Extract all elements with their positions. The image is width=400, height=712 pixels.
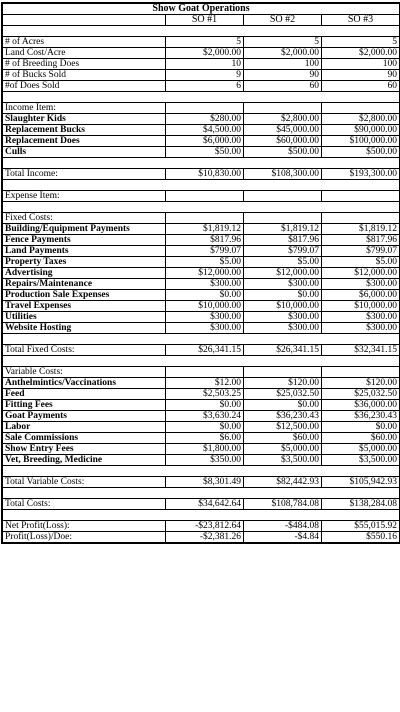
spacer-row: [3, 334, 400, 345]
cell-so3: 100: [322, 59, 400, 70]
row-label: # of Breeding Does: [3, 59, 166, 70]
table-row: [3, 367, 400, 378]
spacer-row: [3, 202, 400, 213]
row-label: Goat Payments: [3, 411, 166, 422]
cell-so2: $60.00: [244, 433, 322, 444]
cell-so1: $4,500.00: [166, 125, 244, 136]
spacer-cell: [3, 158, 400, 169]
row-label: Building/Equipment Payments: [3, 224, 166, 235]
cell-so1: $6,000.00: [166, 136, 244, 147]
table-row: [3, 323, 400, 334]
spacer-cell: [3, 26, 400, 37]
cell-so2: 90: [244, 70, 322, 81]
cell-so3: [322, 103, 400, 114]
table-row: [3, 422, 400, 433]
cell-so2: -$4.84: [244, 532, 322, 543]
cell-so2: [244, 103, 322, 114]
row-label: Expense Item:: [3, 191, 166, 202]
table-row: [3, 455, 400, 466]
table-row: [3, 125, 400, 136]
row-label: Profit(Loss)/Doe:: [3, 532, 166, 543]
table-row: [3, 70, 400, 81]
cell-so1: [166, 103, 244, 114]
cell-so3: $300.00: [322, 279, 400, 290]
cell-so2: $82,442.93: [244, 477, 322, 488]
cell-so2: $108,300.00: [244, 169, 322, 180]
cell-so3: $300.00: [322, 312, 400, 323]
row-label: # of Acres: [3, 37, 166, 48]
cell-so2: $36,230.43: [244, 411, 322, 422]
row-label: Feed: [3, 389, 166, 400]
row-label: Income Item:: [3, 103, 166, 114]
spacer-row: [3, 158, 400, 169]
table-row: [3, 213, 400, 224]
spacer-cell: [3, 334, 400, 345]
cell-so1: $280.00: [166, 114, 244, 125]
header-so3: SO #3: [322, 15, 400, 26]
cell-so3: $36,230.43: [322, 411, 400, 422]
cell-so3: $5,000.00: [322, 444, 400, 455]
cell-so1: -$23,812.64: [166, 521, 244, 532]
cell-so1: $8,301.49: [166, 477, 244, 488]
cell-so1: $0.00: [166, 422, 244, 433]
cell-so3: $0.00: [322, 422, 400, 433]
cell-so2: $300.00: [244, 279, 322, 290]
cell-so3: $799.07: [322, 246, 400, 257]
cell-so2: $12,500.00: [244, 422, 322, 433]
column-header-row: [3, 15, 400, 26]
row-label: Variable Costs:: [3, 367, 166, 378]
cell-so3: 90: [322, 70, 400, 81]
table-row: [3, 224, 400, 235]
cell-so2: $799.07: [244, 246, 322, 257]
row-label: Replacement Does: [3, 136, 166, 147]
cell-so3: $550.16: [322, 532, 400, 543]
cell-so1: $10,830.00: [166, 169, 244, 180]
cell-so2: $500.00: [244, 147, 322, 158]
cell-so1: [166, 191, 244, 202]
cell-so1: $3,630.24: [166, 411, 244, 422]
cell-so2: $108,784.08: [244, 499, 322, 510]
spacer-row: [3, 488, 400, 499]
row-label: Labor: [3, 422, 166, 433]
table-row: [3, 246, 400, 257]
cell-so3: $12,000.00: [322, 268, 400, 279]
row-label: Land Payments: [3, 246, 166, 257]
row-label: Total Income:: [3, 169, 166, 180]
cell-so1: $34,642.64: [166, 499, 244, 510]
table-row: [3, 290, 400, 301]
table-row: [3, 235, 400, 246]
cell-so2: -$484.08: [244, 521, 322, 532]
row-label: Vet, Breeding, Medicine: [3, 455, 166, 466]
cell-so2: $10,000.00: [244, 301, 322, 312]
table-row: [3, 477, 400, 488]
row-label: Sale Commissions: [3, 433, 166, 444]
cell-so1: $2,000.00: [166, 48, 244, 59]
cell-so3: $138,284.08: [322, 499, 400, 510]
header-so1: SO #1: [166, 15, 244, 26]
table-row: [3, 532, 400, 543]
cell-so3: $55,015.92: [322, 521, 400, 532]
cell-so2: $25,032.50: [244, 389, 322, 400]
row-label: Show Entry Fees: [3, 444, 166, 455]
row-label: Land Cost/Acre: [3, 48, 166, 59]
cell-so3: $120.00: [322, 378, 400, 389]
cell-so3: 5: [322, 37, 400, 48]
spacer-cell: [3, 510, 400, 521]
cell-so3: $817.96: [322, 235, 400, 246]
cell-so1: $300.00: [166, 279, 244, 290]
cell-so2: $12,000.00: [244, 268, 322, 279]
spacer-cell: [3, 466, 400, 477]
cell-so2: $5.00: [244, 257, 322, 268]
table-row: [3, 37, 400, 48]
table-row: [3, 345, 400, 356]
cell-so2: $26,341.15: [244, 345, 322, 356]
cell-so2: [244, 367, 322, 378]
table-title-row: [3, 4, 400, 15]
cell-so3: $10,000.00: [322, 301, 400, 312]
cell-so2: $45,000.00: [244, 125, 322, 136]
spacer-cell: [3, 202, 400, 213]
cell-so1: $6.00: [166, 433, 244, 444]
cell-so2: $1,819.12: [244, 224, 322, 235]
cell-so3: $5.00: [322, 257, 400, 268]
cell-so1: $817.96: [166, 235, 244, 246]
row-label: Total Variable Costs:: [3, 477, 166, 488]
cell-so1: [166, 213, 244, 224]
spacer-row: [3, 92, 400, 103]
row-label: Total Fixed Costs:: [3, 345, 166, 356]
table-row: [3, 279, 400, 290]
cell-so3: $90,000.00: [322, 125, 400, 136]
cell-so3: $300.00: [322, 323, 400, 334]
row-label: Anthelmintics/Vaccinations: [3, 378, 166, 389]
cell-so3: $193,300.00: [322, 169, 400, 180]
table-row: [3, 389, 400, 400]
cell-so2: 5: [244, 37, 322, 48]
cell-so2: $5,000.00: [244, 444, 322, 455]
cell-so2: 60: [244, 81, 322, 92]
table-title: Show Goat Operations: [3, 4, 400, 15]
table-row: [3, 59, 400, 70]
table-row: [3, 169, 400, 180]
cell-so3: $36,000.00: [322, 400, 400, 411]
cell-so3: $105,942.93: [322, 477, 400, 488]
table-row: [3, 114, 400, 125]
goat-operations-table: [2, 3, 400, 543]
cell-so1: $5.00: [166, 257, 244, 268]
table-row: [3, 378, 400, 389]
cell-so1: $2,503.25: [166, 389, 244, 400]
cell-so3: $6,000.00: [322, 290, 400, 301]
row-label: Culls: [3, 147, 166, 158]
table-row: [3, 301, 400, 312]
cell-so1: $26,341.15: [166, 345, 244, 356]
cell-so1: 10: [166, 59, 244, 70]
row-label: # of Bucks Sold: [3, 70, 166, 81]
table-row: [3, 103, 400, 114]
table-row: [3, 191, 400, 202]
cell-so1: [166, 367, 244, 378]
table-row: [3, 521, 400, 532]
spacer-row: [3, 466, 400, 477]
cell-so2: $300.00: [244, 323, 322, 334]
cell-so1: $350.00: [166, 455, 244, 466]
row-label: Utilities: [3, 312, 166, 323]
cell-so1: $0.00: [166, 290, 244, 301]
spacer-cell: [3, 180, 400, 191]
cell-so2: $2,800.00: [244, 114, 322, 125]
table-row: [3, 48, 400, 59]
spacer-cell: [3, 356, 400, 367]
cell-so3: [322, 213, 400, 224]
cell-so3: $500.00: [322, 147, 400, 158]
cell-so3: $3,500.00: [322, 455, 400, 466]
row-label: Fixed Costs:: [3, 213, 166, 224]
cell-so1: $799.07: [166, 246, 244, 257]
cell-so2: $2,000.00: [244, 48, 322, 59]
table-row: [3, 136, 400, 147]
cell-so2: $817.96: [244, 235, 322, 246]
row-label: Advertising: [3, 268, 166, 279]
cell-so2: $3,500.00: [244, 455, 322, 466]
row-label: #of Does Sold: [3, 81, 166, 92]
cell-so1: 5: [166, 37, 244, 48]
row-label: Fence Payments: [3, 235, 166, 246]
table-row: [3, 268, 400, 279]
cell-so2: $120.00: [244, 378, 322, 389]
cell-so1: 9: [166, 70, 244, 81]
cell-so1: -$2,381.26: [166, 532, 244, 543]
row-label: Fitting Fees: [3, 400, 166, 411]
spacer-row: [3, 26, 400, 37]
row-label: Replacement Bucks: [3, 125, 166, 136]
cell-so3: [322, 191, 400, 202]
cell-so1: $300.00: [166, 323, 244, 334]
cell-so1: $12.00: [166, 378, 244, 389]
row-label: Net Profit(Loss):: [3, 521, 166, 532]
table-row: [3, 147, 400, 158]
cell-so3: $32,341.15: [322, 345, 400, 356]
cell-so1: $12,000.00: [166, 268, 244, 279]
table-row: [3, 433, 400, 444]
cell-so3: [322, 367, 400, 378]
row-label: Total Costs:: [3, 499, 166, 510]
cell-so3: $1,819.12: [322, 224, 400, 235]
table-row: [3, 400, 400, 411]
table-row: [3, 444, 400, 455]
cell-so2: $60,000.00: [244, 136, 322, 147]
spacer-row: [3, 356, 400, 367]
table-row: [3, 411, 400, 422]
cell-so2: [244, 191, 322, 202]
table-row: [3, 312, 400, 323]
cell-so3: $2,000.00: [322, 48, 400, 59]
cell-so1: $300.00: [166, 312, 244, 323]
cell-so2: 100: [244, 59, 322, 70]
header-label: [3, 15, 166, 26]
cell-so2: $300.00: [244, 312, 322, 323]
row-label: Repairs/Maintenance: [3, 279, 166, 290]
cell-so3: $60.00: [322, 433, 400, 444]
cell-so3: $2,800.00: [322, 114, 400, 125]
row-label: Website Hosting: [3, 323, 166, 334]
spacer-cell: [3, 488, 400, 499]
cell-so3: $100,000.00: [322, 136, 400, 147]
spacer-row: [3, 180, 400, 191]
row-label: Slaughter Kids: [3, 114, 166, 125]
spacer-row: [3, 510, 400, 521]
cell-so2: $0.00: [244, 290, 322, 301]
cell-so1: $50.00: [166, 147, 244, 158]
row-label: Property Taxes: [3, 257, 166, 268]
cell-so1: 6: [166, 81, 244, 92]
cell-so1: $1,819.12: [166, 224, 244, 235]
cell-so1: $10,000.00: [166, 301, 244, 312]
table-row: [3, 81, 400, 92]
row-label: Travel Expenses: [3, 301, 166, 312]
cell-so2: $0.00: [244, 400, 322, 411]
table-row: [3, 257, 400, 268]
spacer-cell: [3, 92, 400, 103]
table-row: [3, 499, 400, 510]
row-label: Production Sale Expenses: [3, 290, 166, 301]
cell-so1: $1,800.00: [166, 444, 244, 455]
cell-so2: [244, 213, 322, 224]
cell-so3: $25,032.50: [322, 389, 400, 400]
cell-so1: $0.00: [166, 400, 244, 411]
header-so2: SO #2: [244, 15, 322, 26]
cell-so3: 60: [322, 81, 400, 92]
spreadsheet: [1, 2, 400, 544]
